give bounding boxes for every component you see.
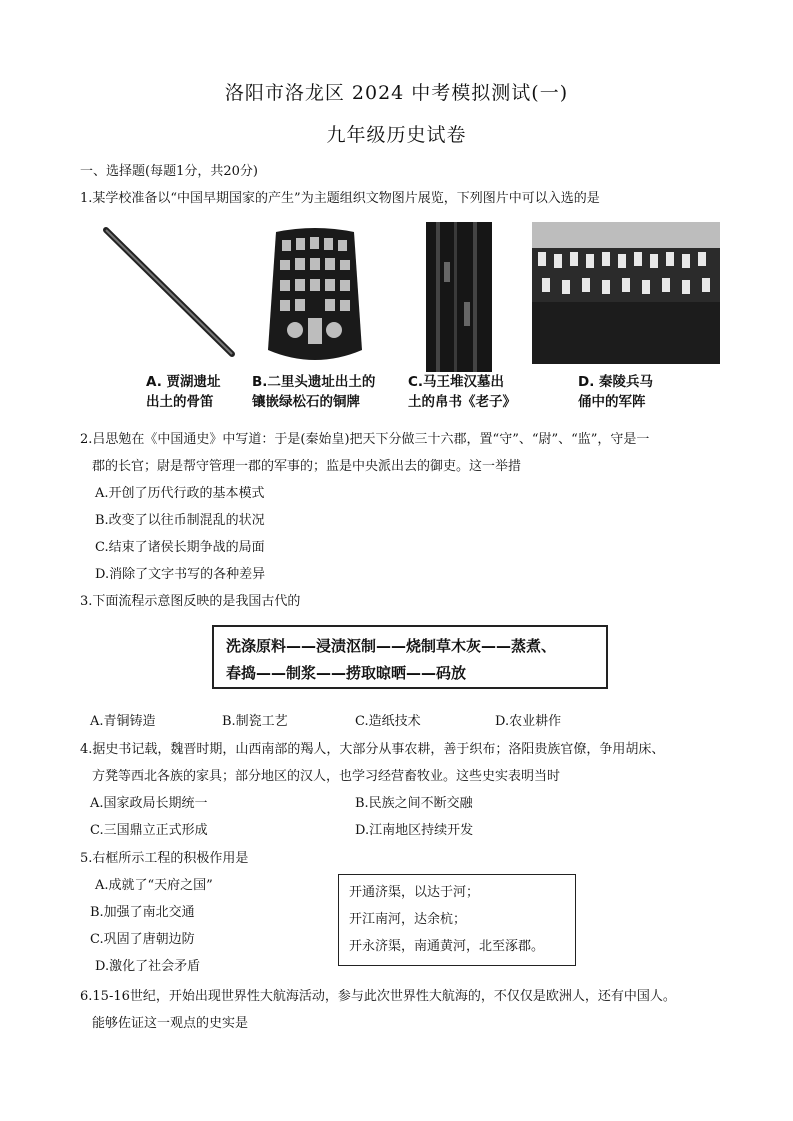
q1-option-a-caption: A. 贾湖遗址 出土的骨笛 — [146, 374, 221, 410]
bronze-plaque-image — [262, 222, 368, 372]
q6-stem-line1: 6.15-16世纪，开始出现世界性大航海活动，参与此次世界性大航海的，不仅仅是欧洲人，还有中国人。 — [80, 989, 676, 1004]
canal-line-3: 开永济渠，南通黄河，北至涿郡。 — [349, 939, 545, 954]
silk-manuscript-image — [418, 222, 498, 372]
q3-option-a: A.青铜铸造 — [90, 714, 156, 729]
q1-option-b-caption: B.二里头遗址出土的 镶嵌绿松石的铜牌 — [252, 374, 376, 410]
q5-option-b: B.加强了南北交通 — [90, 905, 195, 920]
q1-option-d-caption: D. 秦陵兵马 俑中的军阵 — [578, 374, 654, 410]
canal-line-2: 开江南河，达余杭； — [349, 912, 467, 927]
papermaking-flow-box — [212, 625, 608, 689]
flow-line-1: 洗涤原料——浸渍沤制——烧制草木灰——蒸煮、 — [226, 637, 557, 655]
q5-option-d: D.激化了社会矛盾 — [95, 959, 201, 974]
q1-stem: 1.某学校准备以“中国早期国家的产生”为主题组织文物图片展览，下列图片中可以入选的是 — [80, 191, 600, 206]
exam-title: 洛阳市洛龙区 2024 中考模拟测试(一) — [224, 82, 569, 104]
q4-option-b: B.民族之间不断交融 — [355, 796, 473, 811]
q3-option-b: B.制瓷工艺 — [222, 714, 288, 729]
grand-canal-quote-box — [338, 874, 576, 966]
q2-option-b: B.改变了以往币制混乱的状况 — [95, 513, 265, 528]
q5-option-c: C.巩固了唐朝边防 — [90, 932, 195, 947]
q4-stem-line2: 方凳等西北各族的家具；部分地区的汉人，也学习经营畜牧业。这些史实表明当时 — [92, 769, 561, 784]
q3-option-d: D.农业耕作 — [495, 714, 562, 729]
q2-stem-line1: 2.吕思勉在《中国通史》中写道：于是(秦始皇)把天下分做三十六郡，置“守”、“尉”、“监”，守是一 — [80, 432, 650, 447]
exam-subtitle: 九年级历史试卷 — [326, 124, 467, 146]
flow-line-2: 春捣——制浆——捞取晾晒——码放 — [226, 664, 467, 682]
section-heading: 一、选择题(每题1分，共20分) — [80, 164, 258, 179]
q5-stem: 5.右框所示工程的积极作用是 — [80, 851, 249, 866]
q2-option-c: C.结束了诸侯长期争战的局面 — [95, 540, 265, 555]
canal-line-1: 开通济渠，以达于河； — [349, 885, 480, 900]
q6-stem-line2: 能够佐证这一观点的史实是 — [92, 1016, 249, 1031]
terracotta-army-image — [532, 222, 720, 364]
q2-option-a: A.开创了历代行政的基本模式 — [95, 486, 265, 501]
bone-flute-image — [100, 222, 240, 362]
q2-option-d: D.消除了文字书写的各种差异 — [95, 567, 266, 582]
q5-option-a: A.成就了“天府之国” — [95, 878, 213, 893]
q3-option-c: C.造纸技术 — [355, 714, 421, 729]
q4-stem-line1: 4.据史书记载，魏晋时期，山西南部的羯人，大部分从事农耕，善于织布；洛阳贵族官僚，争用胡床、 — [80, 742, 665, 757]
q4-option-c: C.三国鼎立正式形成 — [90, 823, 208, 838]
q1-option-c-caption: C.马王堆汉墓出 土的帛书《老子》 — [408, 374, 516, 410]
q2-stem-line2: 郡的长官；尉是帮守管理一郡的军事的；监是中央派出去的御吏。这一举措 — [92, 459, 522, 474]
q4-option-d: D.江南地区持续开发 — [355, 823, 474, 838]
q4-option-a: A.国家政局长期统一 — [90, 796, 208, 811]
q3-stem: 3.下面流程示意图反映的是我国古代的 — [80, 594, 301, 609]
